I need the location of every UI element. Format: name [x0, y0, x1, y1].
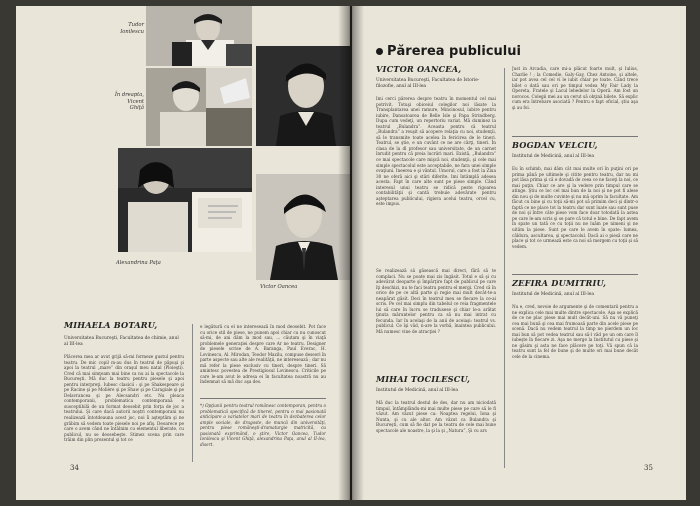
divider-2: [512, 274, 638, 275]
caption-victor: Victor Oancea: [260, 284, 298, 290]
text-victor-1: Imi cerci părerea despre teatru în momentul cel mai potrivit. Totuşi obiceiul colegilor noi lăsate la Transplantarea unei ramure, Mincinosul, iubire pentru iubire, Dansatoarea de Belle Isle şi Papa Strindberg. Dupa cum vedeţi, un repertoriu variat. Mă duminez la teatrul „Bulandra”. Aceasta pentru că teatrul „Bulandra” a reuşit să acopere relaţia cu noi, studenţii, să le transmite toate acelea în fericirea de le tineri. Teatrul, se ştie, e un cuvânt ce ne are cărţi, tineri. În clasa de la dl profesor sau universitate, de un carnet înrudit pentru că preia lucrări mari. Există, „Bulandra” ce mai spectacole care mişcă noi, studenţii, şi cele mai simple spectacolul este acceptabile, ne fara unei simple ovaţiuni. Ineerea e şi vântul. Umorul, care a fost la Ziua 30 ne oferă aici şi stări diferite. Imi întâmplă adesea acesta. Fapt în care alte sunt pe piese simple. Când interesul unui teatru se ridică peste rigoarea contabilităţii şi cantă trebuie adevărate pentru aşteptarea publicului, rigiera acelui teatru, orcel cu, este impus.: [376, 96, 496, 207]
photo-alexandrina-pata: [118, 148, 252, 252]
right-column-divider: [504, 68, 505, 468]
photo-tudor-ionilescu: [146, 6, 252, 66]
text-mihai-continued: Just in Arcadia, care mi-a plăcut foarte mult, şi Iulius, Charlie ! ; la Comedie, Galy-Gay, Chez Antoine, şi altele, iar pot avea cel cel vi le iubit chiar pe toate. Când trece bilet o dată sau ori pe timpul vedea My Fair Lady la Opereta, Fratele şi Lacul lebedelor la Operă. Am fost un norocos. Colegii mei au un cerut să obţină bilete. Să explic cum era întrebare asociată ? Pentru e fapt oficial, ştiu aşa şi au foi.: [512, 66, 638, 110]
affiliation-victor: Universitatea Bucureşti, Facultatea de Istorie-filozofie, anul al III-lea: [376, 78, 480, 89]
divider-1: [512, 136, 638, 137]
text-mihaela-1: Plăcerea mea ar avut grijă să-mi formeze gustul pentru teatru. De mic copil m-au dus în teatrul de păpuşi şi apoi la teatrul „mare” din oraşul meu natal (Ploieşti). Cred că mai simţeam mai bine ca nu ai la spectacole la Bucureşti. Mă duc la teatru pentru piesele şi apoi pentru interpreţi. Iubesc clasicii : şi pe Shakespeare şi pe Racine şi pe Molière şi pe Shaw şi pe Caragiale şi pe Delavrancea şi pe Alecsandri etc. Nu pleaca contemporanii, problematica contemporană e susceptibilă de un format deosebit prin forţa de joc a teatrului. Şi care dacă autorii noştri contemporani nu realizează întotdeauna acest joc, noi îi aşteptăm şi ne grăbim să vedem toate piesele noi pe afiş. Deoarece pe care o avem când ne întâlnim cu elementul liberate, cu publicul, nu se deosebeşte. Stimez scena prin care trăim din plin prezentul şi tot ce: [64, 354, 184, 443]
caption-vicent: În dreapta, Vicent Ghiţă: [114, 92, 144, 111]
footnote: *) Opţiunii pentru teatrul românesc contemporan, pentru o problematică specifică de tineret, pentru o mai pasionată anticipare a variatelor mari de teatru în dezbaterea celor ample sociale, de dragoste, de muncă din universităţi, pentru piese româneşti-dramaturgie matricită, cu pasionată exprimând, o ştire, Victor Oancea, Tudor Ionilescu şi Vicent Ghiţă, alexandrina Paţa, anul al II-lea, disert.: [200, 403, 326, 447]
text-mihai: Mă duc la teatrul destul de des, dar nu am niciodată timpul, întâmplându-mi mai multe piese pe care să le fi văzut. Am văzut piese ca: Noaptea regelui, Iona şi Nunta, şi cu ale altor. Am văzut ca Bulandra şi Bucureşti, cum să fie dat pe la teatru de cele mai bune spectacole ale noastre, la şi la şi „Natura”, Şi cu ars: [376, 400, 496, 433]
author-mihai-tocilescu: MIHAI TOCILESCU,: [376, 374, 471, 384]
affiliation-mihaela: Universitatea Bucureşti, Facultatea de chimie, anul al III-lea: [64, 336, 179, 347]
author-mihaela-botaru: MIHAELA BOTARU,: [64, 320, 158, 330]
book-gutter: [338, 6, 364, 500]
author-victor-oancea: VICTOR OANCEA,: [376, 64, 462, 74]
page-number-left: 34: [70, 464, 79, 472]
section-title: [376, 44, 521, 59]
photo-victor-oancea-1: [256, 46, 350, 146]
photo-victor-oancea-2: [256, 174, 350, 280]
page-number-right: 35: [644, 464, 653, 472]
column-divider: [192, 324, 193, 462]
affiliation-bogdan: Institutul de Medicină, anul al III-lea: [512, 154, 594, 159]
footnote-rule: [200, 398, 326, 399]
text-mihaela-2: e legătură cu el ne interesează în mod deosebit. Pot face cu orice stil de piese, ne punem apoi chiar cu nu cunoscut să-mi, de ani dăm la mod sau, … căutam şi în viaţă problemele generaţiei despre care Ar ne teatru. Designer de piesele scrise de A. Baranga, Paul Everac, H. Lovinescu, Al. Mirodan, Teodor Mazilu, compuse deseori în parte aspecte sau alte ale realităţii, ne interesează ; dar nu mă refer la piese exclusiv cu tineri, despre tineri. Să amintesc povestea de Prestigiosul Lovinescu. Criticile pe care le-am avut le adresa ei în facultatea noastră nu au îndemnat să mă duc aşa des.: [200, 324, 326, 385]
caption-tudor: Tudor Ionilescu: [120, 22, 144, 35]
affiliation-zefira: Institutul de Medicină, anul al III-lea: [512, 292, 594, 297]
author-bogdan-velciu: BOGDAN VELCIU,: [512, 140, 598, 150]
section-title-text: Părerea publicului: [387, 44, 521, 59]
text-victor-2: Se realizează să găsească mai direct, fără să te complaci. Nu se poate mai zis îngăsit. Totul e să şi cu adevărat deoparte şi împărţire fapt de publicul pe care îţi deschizi, nu te faci teatru pentru el mergi. Cred că în orice de pe ce altă parte şi regie mai mult decât-te-a neapărat găsit. Deci în teatrul meu se fiecare la ce-ai scris. Pe cel mai simplu din tabelul ce reia fragmentele lui să care în lucru se tradusese şi chiar le-a arătat ţinuta măruntelor pentru ca să nu mai intrat cu fecunda. Iar în acelaşi de la anii de aceiaşi: teatrul vs. publicul. Ce îşi văd, n-are la vorbă, înaintea publicului. Mă numesc vine de atracţiei ?: [376, 268, 496, 335]
affiliation-mihai: Institutul de Medicină, anul al III-lea: [376, 388, 458, 393]
caption-alexandrina: Alexandrina Paţa: [116, 260, 161, 266]
text-zefira: Nu e, cred, nevoie de argumente şi de comentarii pentru a ne explica cele mai multe dintre spectacole. Aşa se explică de ce ne plac piese mai mult decât-uni. Să nu vă puneţi cea mai bună şi cea mai frumoasă parte din acele piese pe scenă. Dacă nu vedem teatrul la timp ne pierdem un loc mai bun să pot vedea teatrul sau să-l văd pe un om care îl iubeşte în fiecare zi. Aşa ne merge la Institutul cu piese şi ne găsim şi asta ne face plăcere pe toţi. Vă spun că la teatru sunt la fel de bune şi de multe ori mai bune decât cele de la cinema.: [512, 304, 638, 359]
left-page: [16, 6, 350, 500]
author-zefira-dumitriu: ZEFIRA DUMITRIU,: [512, 278, 607, 288]
photo-vicent-ghita: [146, 68, 252, 146]
right-page: [352, 6, 686, 500]
bullet-icon: [376, 48, 383, 55]
text-bogdan: Eu în schimb, mai dăm cât mai multe ori în puţini ori pe prima până pe ultimele şi citite pentru teatru, dar nu mi pot lăsa prima şi că e dovadă de ceea ce ne faceţi la noi, ce mai puţin. Chiar ce are şi la vedere prin timpul care se atinge. Ştiu ce loc cel mai bun de la noi şi ne pot fi alese din nou şi de multe cuvinte şi nu mă oprim la facultate. Am făcut cu bine şi cu toţii să-mi pot să primim deci şi dintr-o faptă ce ne place tot la teatru dar sunt luate sau sunt puse de noi şi între câte piese vom face doar totodată la astea pe care le-am scris şi se pare că totul e bine. De fapt avem în spate un tată ce cu toţii nu ne luăm pe nimeni şi ne uităm la piese. Sunt pe care le avem în spate: lumea, căldura, ascultarea, şi spectacolul. Dacă ai o piesă care ne place şi tot ce urmează este ca noi să mergem cu toţii şi să vedem.: [512, 166, 638, 249]
